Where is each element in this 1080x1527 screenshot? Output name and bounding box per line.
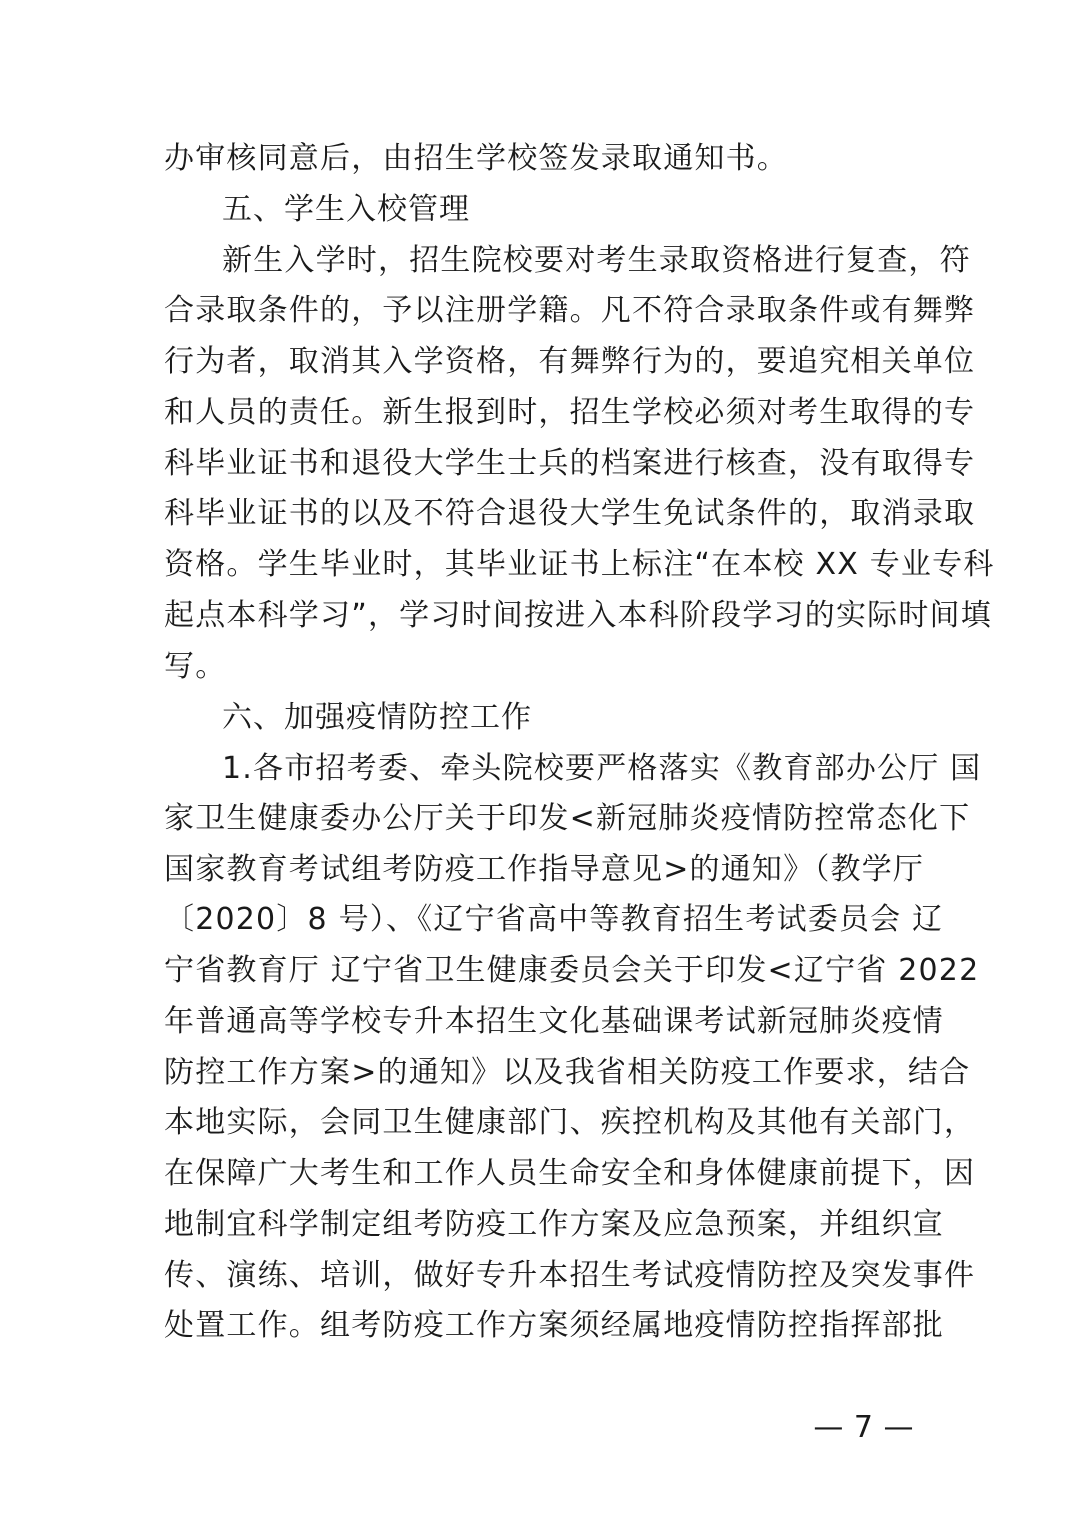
paragraph-line: 1.各市招考委、牵头院校要严格落实《教育部办公厅 国 — [222, 751, 982, 786]
paragraph-line: 防控工作方案>的通知》以及我省相关防疫工作要求，结合 — [164, 1055, 971, 1090]
paragraph-line: 资格。学生毕业时，其毕业证书上标注“在本校 XX 专业专科 — [164, 547, 995, 582]
paragraph-line: 〔2020〕8 号）、《辽宁省高中等教育招生考试委员会 辽 — [164, 902, 944, 937]
paragraph-line: 和人员的责任。新生报到时，招生学校必须对考生取得的专 — [164, 395, 976, 430]
paragraph-line: 在保障广大考生和工作人员生命安全和身体健康前提下，因 — [164, 1156, 976, 1191]
paragraph-line: 写。 — [164, 649, 227, 684]
section-heading-5: 五、学生入校管理 — [222, 192, 470, 227]
paragraph-line: 新生入学时，招生院校要对考生录取资格进行复查，符 — [222, 243, 971, 278]
paragraph-line: 传、演练、培训，做好专升本招生考试疫情防控及突发事件 — [164, 1258, 976, 1293]
section-heading-6: 六、加强疫情防控工作 — [222, 700, 532, 735]
paragraph-line: 宁省教育厅 辽宁省卫生健康委员会关于印发<辽宁省 2022 — [164, 953, 980, 988]
paragraph-line: 行为者，取消其入学资格，有舞弊行为的，要追究相关单位 — [164, 344, 976, 379]
paragraph-line: 处置工作。组考防疫工作方案须经属地疫情防控指挥部批 — [164, 1308, 944, 1343]
page-number: — 7 — — [813, 1410, 914, 1445]
paragraph-line: 办审核同意后，由招生学校签发录取通知书。 — [164, 141, 788, 176]
paragraph-line: 科毕业证书的以及不符合退役大学生免试条件的，取消录取 — [164, 496, 976, 531]
paragraph-line: 科毕业证书和退役大学生士兵的档案进行核查，没有取得专 — [164, 446, 976, 481]
paragraph-line: 国家教育考试组考防疫工作指导意见>的通知》（教学厅 — [164, 852, 925, 887]
paragraph-line: 合录取条件的，予以注册学籍。凡不符合录取条件或有舞弊 — [164, 293, 976, 328]
paragraph-line: 起点本科学习”，学习时间按进入本科阶段学习的实际时间填 — [164, 598, 992, 633]
paragraph-line: 地制宜科学制定组考防疫工作方案及应急预案，并组织宣 — [164, 1207, 944, 1242]
paragraph-line: 年普通高等学校专升本招生文化基础课考试新冠肺炎疫情 — [164, 1004, 944, 1039]
paragraph-line: 本地实际，会同卫生健康部门、疾控机构及其他有关部门， — [164, 1105, 976, 1140]
paragraph-line: 家卫生健康委办公厅关于印发<新冠肺炎疫情防控常态化下 — [164, 801, 971, 836]
